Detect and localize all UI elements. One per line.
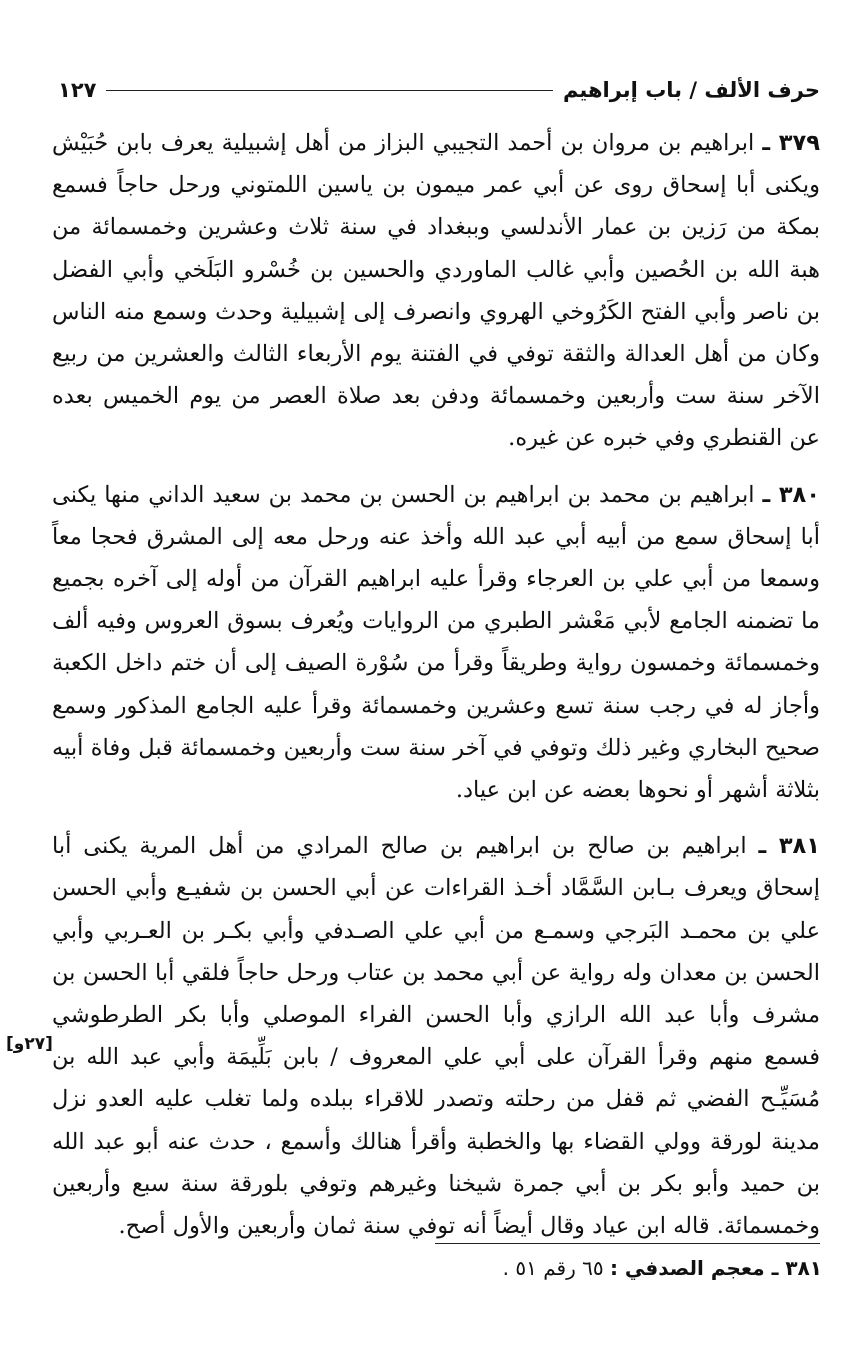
entry-380 [52, 474, 820, 812]
footnote-text: ٦٥ رقم ٥١ . [502, 1256, 604, 1280]
manuscript-folio-marker: [٢٧و] [6, 1034, 53, 1054]
entry-381 [52, 825, 820, 1247]
entry-number: ٣٧٩ ـ [762, 130, 820, 156]
footnote [330, 1252, 822, 1284]
footnote-label: ٣٨١ ـ معجم الصدفي : [609, 1256, 822, 1280]
entry-number: ٣٨١ ـ [758, 833, 821, 860]
header-rule [106, 90, 552, 91]
entry-text: ابراهيم بن محمد بن ابراهيم بن الحسن بن محمد بن سعيد الداني منها يكنى أبا إسحاق سمع من أبيه أبي عبد الله وأخذ عنه ورحل معه إلى المشرق فحجا معاً وسمعا من أبي علي بن العرجاء وقرأ عليه ابراهيم القرآن من أوله إلى آخره بجميع ما تضمنه الجامع لأبي مَعْشر الطبري من الروايات ويُعرف بسوق العروس وفيه ألف وخمسمائة وخمسون رواية وطريقاً وقرأ من سُوْرة الصيف إلى أن ختم داخل الكعبة وأجاز له في رجب سنة تسع وعشرين وخمسمائة وقرأ عليه الجامع المذكور وسمع صحيح البخاري وغير ذلك وتوفي في آخر سنة ست وأربعين وخمسمائة قبل وفاة أبيه بثلاثة أشهر أو نحوها بعضه عن ابن عياد. [52, 481, 820, 804]
running-header [58, 70, 820, 110]
entry-text: ابراهيم بن صالح بن ابراهيم بن صالح المرادي من أهل المرية يكنى أبا إسحاق ويعرف بـابن السَّمَّاد أخـذ القراءات عن أبي الحسن بن شفيـع وأبي الحسن علي بن محمـد البَرجي وسمـع من أبي علي الصـدفي وأبي بكـر بن العـربي وأبي الحسن بن معدان وله رواية عن أبي محمد بن عتاب ورحل حاجاً فلقي أبا الحسن بن مشرف وأبا عبد الله الرازي وأبا الحسن الفراء الموصلي وأبا بكر الطرطوشي فسمع منهم وقرأ القرآن على أبي علي المعروف / بابن بَلِّيمَة وأبي عبد الله بن مُسَيِّـح الفضي ثم قفل من رحلته وتصدر للاقراء ببلده ولما تغلب عليه العدو نزل مدينة لورقة وولي القضاء بها والخطبة وأقرأ هنالك وأسمع ، حدث عنه أبو عبد الله بن حميد وأبو بكر بن أبي جمرة شيخنا وغيرهم وتوفي بلورقة سنة سبع وأربعين وخمسمائة. قاله ابن عياد وقال أيضاً أنه توفي سنة ثمان وأربعين والأول أصح. [52, 833, 820, 1240]
entry-text: ابراهيم بن مروان بن أحمد التجيبي البزاز من أهل إشبيلية يعرف بابن حُبَيْش ويكنى أبا إسحاق روى عن أبي عمر ميمون بن ياسين اللمتوني ورحل حاجاً فسمع بمكة من رَزين بن عمار الأندلسي وببغداد في سنة ثلاث وعشرين وخمسمائة من هبة الله بن الحُصين وأبي غالب الماوردي والحسين بن خُسْرو البَلَخي وأبي الفضل بن ناصر وأبي الفتح الكَرُوخي الهروي وانصرف إلى إشبيلية وحدث وسمع منه الناس وكان من أهل العدالة والثقة توفي في الفتنة يوم الأربعاء الثالث والعشرين من ربيع الآخر سنة ست وأربعين وخمسمائة ودفن بعد صلاة العصر من يوم الخميس بعده عن القنطري وفي خبره عن غيره. [52, 130, 820, 452]
footnote-divider [435, 1243, 820, 1244]
entry-379 [52, 122, 820, 460]
entry-number: ٣٨٠ ـ [762, 481, 821, 508]
chapter-title: حرف الألف / باب إبراهيم [562, 78, 820, 102]
main-text [52, 122, 820, 1261]
page-number: ١٢٧ [58, 78, 97, 102]
